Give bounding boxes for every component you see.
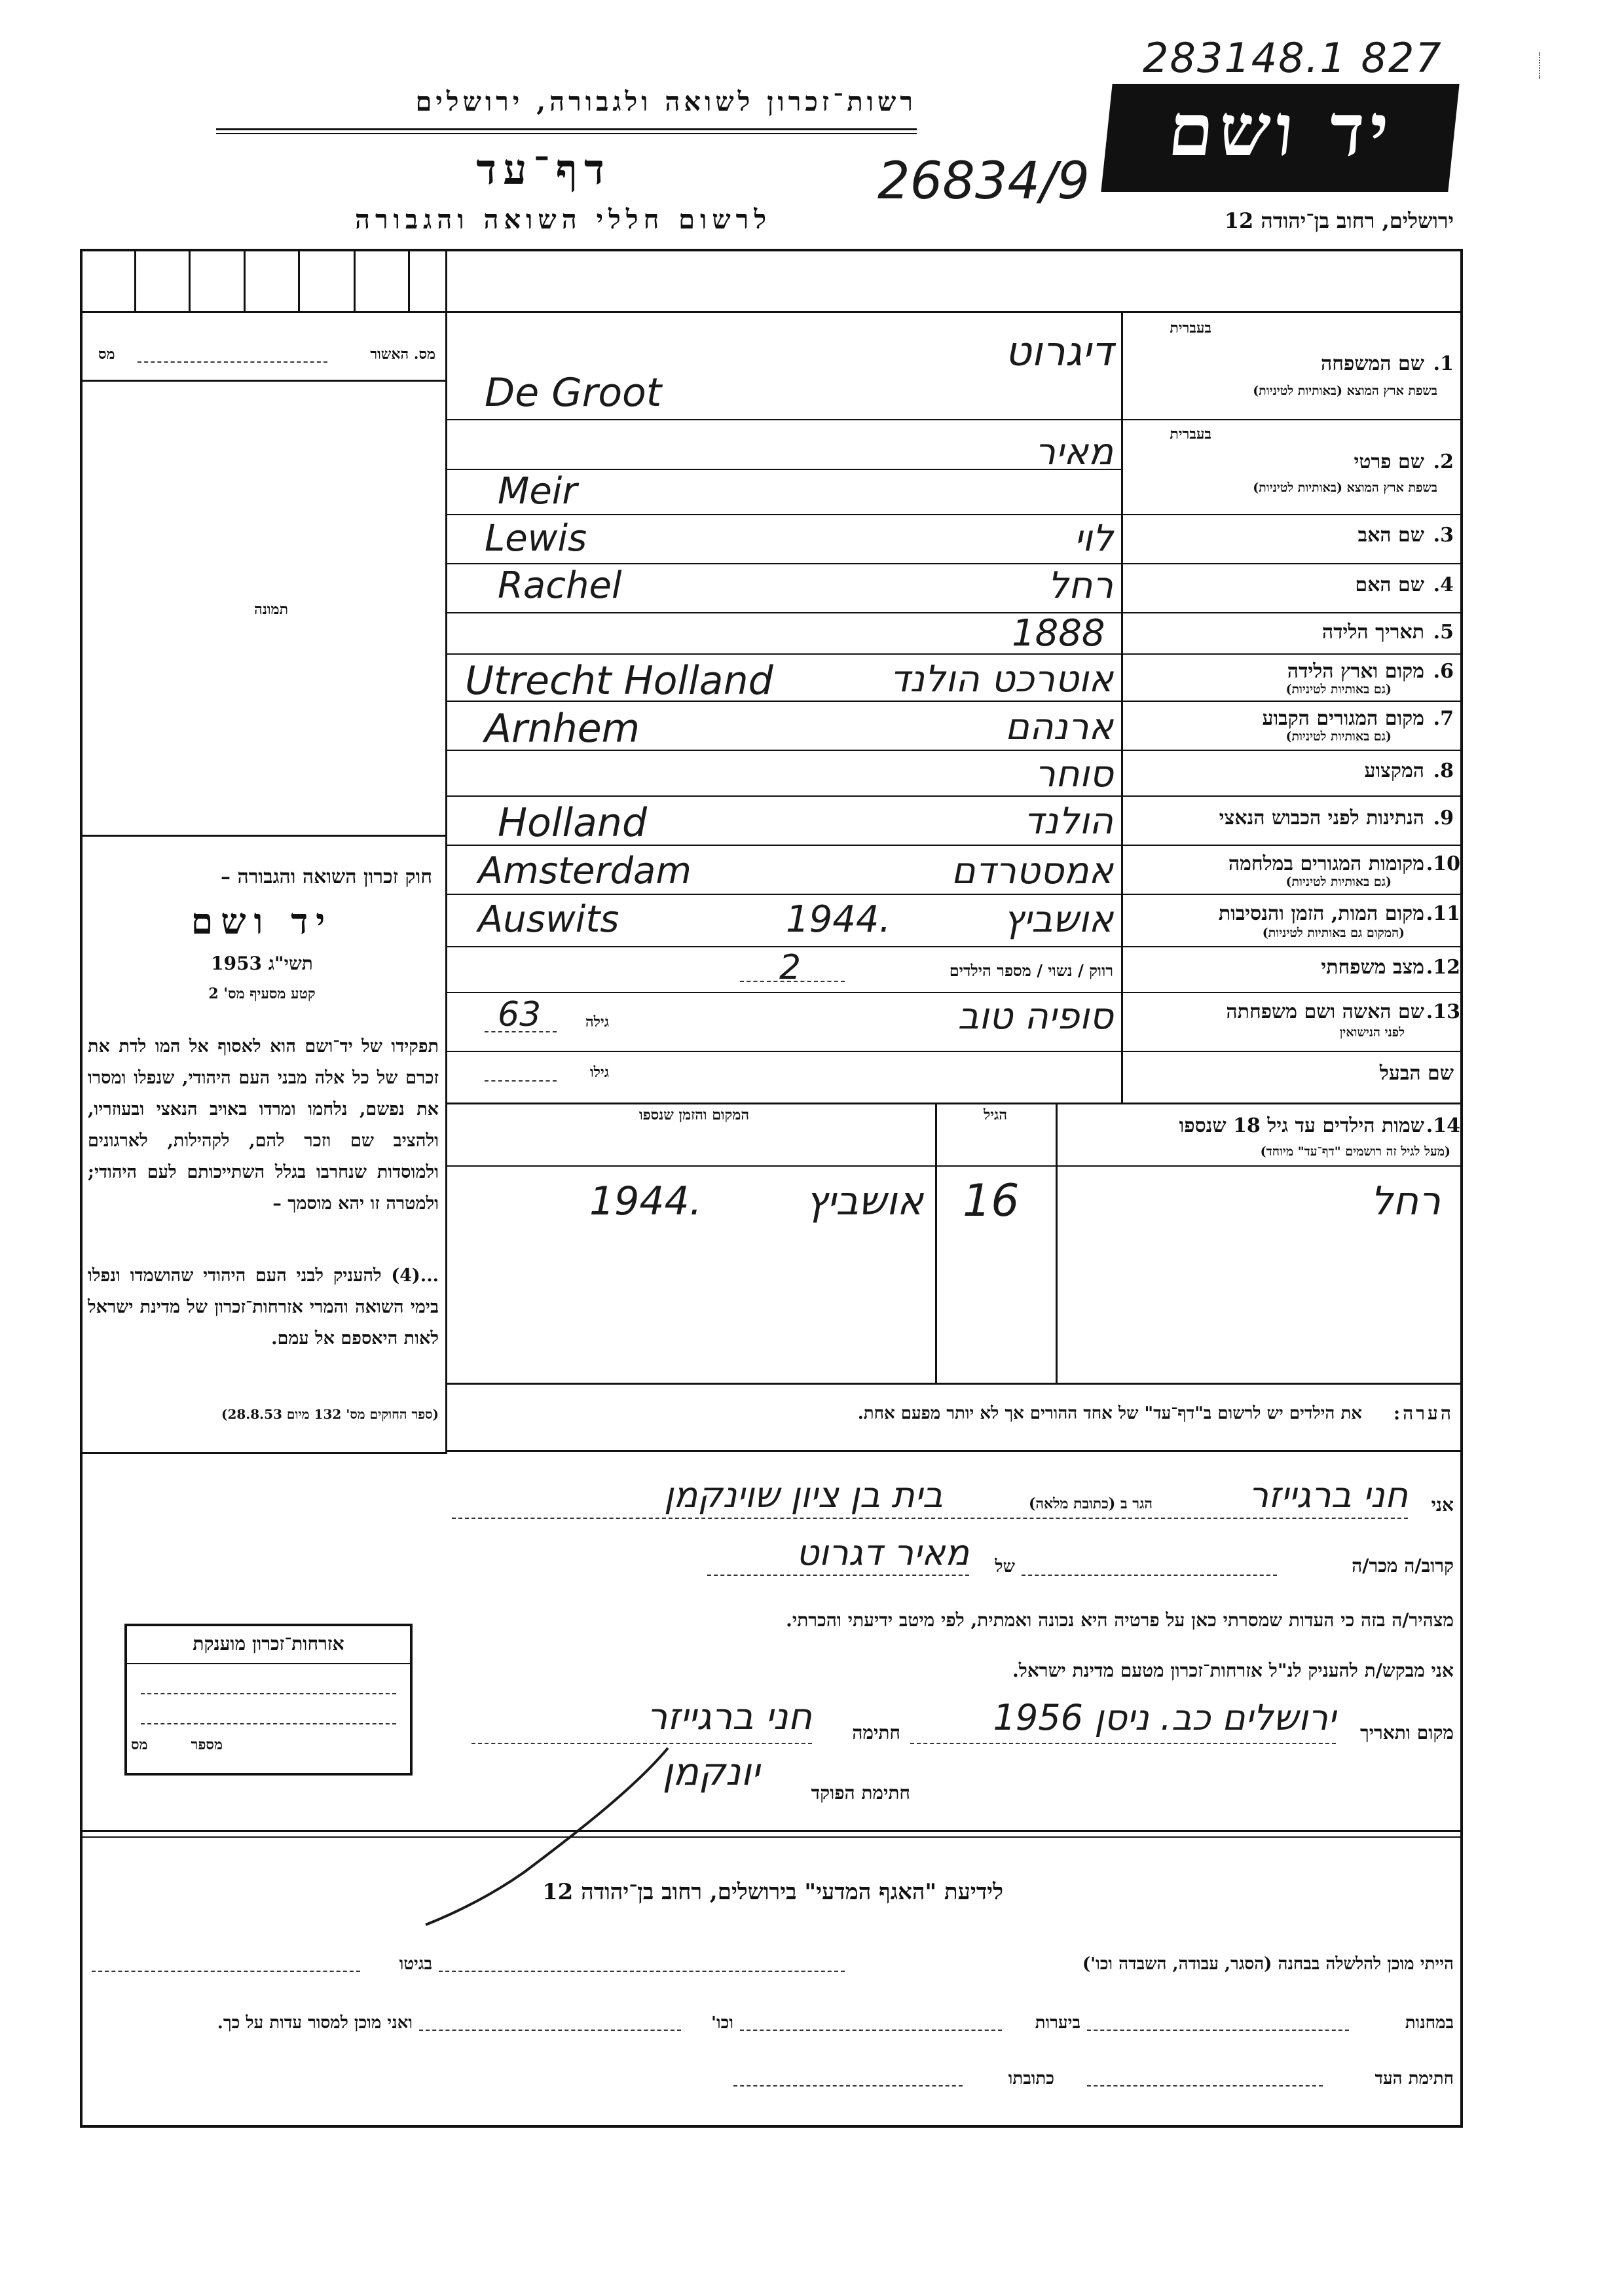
decl-name: חני ברגייזר — [1248, 1474, 1408, 1516]
f8-value: סוחר — [1035, 753, 1113, 795]
authority-underline — [216, 128, 917, 130]
f13-number: 13. — [1426, 1000, 1460, 1023]
decl-statement: מצהיר/ה בזה כי העדות שמסרתי כאן על פרטיה היא נכונה ואמתית, לפי מיטב ידיעתי והכרתי. — [786, 1609, 1454, 1631]
f7-number: 7. — [1433, 707, 1454, 730]
place-date-label: מקום ותאריך — [1359, 1722, 1454, 1743]
f1-latin-value: De Groot — [485, 370, 662, 416]
f3-latin-value: Lewis — [485, 517, 587, 560]
f8-number: 8. — [1433, 759, 1454, 782]
footer-l3-line-b — [733, 2085, 963, 2086]
form-subtitle: לרשום חללי השואה והגבורה — [354, 204, 772, 235]
authority-line: רשות־זכרון לשואה ולגבורה, ירושלים — [415, 86, 917, 117]
signature-value: חני ברגייזר — [646, 1696, 812, 1738]
place-date-value: ירושלים כב. ניסן 1956 — [993, 1697, 1336, 1738]
child-year: 1944. — [589, 1178, 702, 1224]
decl-request: אני מבקש/ת להעניק לנ"ל אזרחות־זכרון מטעם מדינת ישראל. — [1012, 1660, 1454, 1681]
f1-hebrew-label: בעברית — [1170, 319, 1211, 337]
corner-mark — [1539, 52, 1549, 79]
note-label: הערה: — [1393, 1402, 1454, 1424]
law-text: תפקידו של יד־ושם הוא לאסוף אל המו לדת את זכרם של כל אלה מבני העם היהודי, שנפלו ומסרו את נפשם, נלחמו ומרדו באויב הנאצי ובעוזריו, ולהציב שם וזכר להם, לקהילות, לארגונים ולמוסדות שנחרבו בגלל השתייכותם לעם היהודי; ולמטרה זו יהא מוסמך – — [88, 1036, 439, 1214]
f9-number: 9. — [1433, 807, 1454, 829]
decl-relation-line — [1022, 1575, 1277, 1576]
photo-label: תמונה — [254, 601, 288, 618]
clerk-label: חתימת הפוקד — [811, 1782, 910, 1804]
footer-l2-b: ביערות — [1035, 2013, 1080, 2033]
decl-of-label: של — [995, 1557, 1015, 1576]
footer-l2-c: וכו' — [711, 2013, 733, 2033]
f10-number: 10. — [1426, 852, 1460, 875]
decl-line-2 — [707, 1575, 969, 1576]
f2-sub: בשפת ארץ המוצא (באותיות לטיניות) — [1253, 481, 1437, 495]
children-col-1 — [935, 1102, 937, 1384]
f6-number: 6. — [1433, 660, 1454, 683]
yad-vashem-logo — [1101, 84, 1459, 192]
citizenship-title: אזרחות־זכרון מוענקת — [193, 1633, 344, 1654]
header-address: ירושלים, רחוב בן־יהודה 12 — [1224, 208, 1454, 233]
decl-address: בית בן ציון שוינקמן — [663, 1474, 943, 1516]
child-name: רחל — [1370, 1178, 1441, 1224]
f3-label: שם האב — [1357, 524, 1424, 547]
children-col-2 — [1056, 1102, 1058, 1384]
f9-hebrew-value: הולנד — [1024, 800, 1113, 843]
f11-latin-value: Auswits — [478, 898, 619, 941]
child-age: 16 — [963, 1175, 1020, 1227]
f11-year-value: 1944. — [786, 898, 891, 941]
husband-age-line — [485, 1080, 557, 1082]
sheet-number: 26834/9 — [877, 152, 1090, 211]
f1-sub: בשפת ארץ המוצא (באותיות לטיניות) — [1253, 384, 1437, 398]
decl-deceased-name: מאיר דגרוט — [796, 1532, 969, 1573]
footer-l3-line-a — [1087, 2085, 1323, 2086]
top-strip-bottom — [80, 311, 1463, 313]
footer-l2-d: ואני מוכן למסור עדות על כך. — [217, 2013, 413, 2033]
f12-number: 12. — [1426, 956, 1460, 979]
pass-label: מס. האשור — [370, 346, 435, 363]
f7-hebrew-value: ארנהם — [1005, 706, 1113, 748]
f5-value: 1888 — [1012, 612, 1105, 655]
f5-label: תאריך הלידה — [1321, 621, 1424, 644]
husband-age-label: גילו — [590, 1064, 609, 1081]
footer-top-line — [80, 1830, 1463, 1832]
f13-sub: לפני הנישואין — [1339, 1025, 1405, 1040]
f6-sub: (גם באותיות לטיניות) — [1285, 682, 1392, 697]
f7-latin-value: Arnhem — [485, 706, 640, 752]
law-text-2: ...(4) להעניק לבני העם היהודי שהושמדו ונפלו בימי השואה והמרי אזרחות־זכרון של מדינת ישראל לאות היאספם אל עמם. — [88, 1266, 439, 1349]
footer-l2-a: במחנות — [1405, 2013, 1454, 2033]
f2-label: שם פרטי — [1354, 450, 1424, 473]
authority-underline-2 — [216, 133, 917, 134]
f7-label: מקום המגורים הקבוע — [1262, 707, 1424, 730]
f4-hebrew-value: רחל — [1047, 564, 1113, 607]
footer-l2-line-c — [419, 2030, 681, 2031]
note-bottom — [447, 1450, 1462, 1452]
f13-age-label: גילה — [585, 1013, 609, 1030]
f12-label: מצב משפחתי — [1321, 956, 1424, 979]
f11-sub: (המקום גם באותיות לטיניות) — [1262, 926, 1405, 940]
footer-l1-line-b — [92, 1971, 360, 1972]
f6-latin-value: Utrecht Holland — [465, 658, 773, 704]
citizenship-title-line — [127, 1663, 410, 1664]
sidebar-bottom — [80, 1452, 447, 1454]
place-date-line — [910, 1743, 1336, 1744]
f10-sub: (גם באותיות לטיניות) — [1285, 875, 1392, 889]
f10-latin-value: Amsterdam — [478, 850, 692, 892]
f11-label: מקום המות, הזמן והנסיבות — [1218, 902, 1424, 925]
footer-l2-line-a — [1087, 2030, 1349, 2031]
citizenship-line-1 — [141, 1693, 396, 1694]
footer-top-line-2 — [80, 1836, 1463, 1838]
child-place: אושביץ — [805, 1178, 923, 1224]
f11-hebrew-value: אושביץ — [1003, 898, 1113, 941]
signature-label: חתימה — [852, 1722, 900, 1743]
f1-label: שם המשפחה — [1320, 352, 1424, 375]
f4-number: 4. — [1433, 574, 1454, 596]
children-bottom — [447, 1383, 1462, 1385]
f12-sub: רווק / נשוי / מספר הילדים — [949, 961, 1113, 980]
footer-l1-a: הייתי מוכן להלשלה בבחנה (הסגר, עבודה, השבדה וכו') — [1082, 1954, 1454, 1974]
f8-label: המקצוע — [1364, 759, 1424, 782]
clerk-signature: יונקמן — [662, 1749, 760, 1794]
f2-latin-value: Meir — [498, 470, 578, 513]
labels-divider — [1121, 313, 1123, 1102]
children-header-line — [447, 1165, 1462, 1167]
f13-value: סופיה טוב — [957, 995, 1113, 1038]
form-title: דף־עד — [476, 145, 611, 194]
f2-hebrew-label: בעברית — [1170, 426, 1211, 443]
decl-relation-label: קרוב/ה מכר/ה — [1352, 1555, 1454, 1576]
f10-label: מקומות המגורים במלחמה — [1228, 852, 1424, 875]
f3-number: 3. — [1433, 524, 1454, 547]
f11-number: 11. — [1426, 902, 1460, 925]
law-name: יד ושם — [191, 900, 333, 942]
f13-age-line — [485, 1031, 557, 1032]
f4-label: שם האם — [1355, 574, 1424, 596]
citizenship-line-2 — [141, 1723, 396, 1724]
decl-line-1 — [452, 1518, 1408, 1519]
law-year: תשי"ג 1953 — [211, 953, 313, 974]
sidebar-divider — [445, 249, 447, 1453]
children-label: שמות הילדים עד גיל 18 שנספו — [1179, 1114, 1424, 1137]
f2-hebrew-value: מאיר — [1035, 431, 1113, 473]
f1-number: 1. — [1433, 352, 1454, 375]
f1-hebrew-value: דיגרוט — [1005, 327, 1113, 375]
law-clause: קטע מסעיף מס' 2 — [208, 985, 316, 1002]
decl-prefix: אני — [1431, 1494, 1454, 1516]
f12-children-line — [740, 981, 845, 982]
f13-age-value: 63 — [498, 995, 542, 1034]
decl-address-label: הגר ב (כתובת מלאה) — [1028, 1495, 1153, 1512]
law-title: חוק זכרון השואה והגבורה – — [221, 866, 432, 888]
pass-line — [138, 361, 327, 363]
law-source: (ספר החוקים מס' 132 מיום 28.8.53) — [221, 1406, 439, 1422]
f3-hebrew-value: לוי — [1074, 517, 1113, 560]
f10-hebrew-value: אמסטרדם — [951, 850, 1113, 892]
footer-l3-b: כתובתו — [1008, 2069, 1054, 2088]
footer-l3-a: חתימת העד — [1375, 2069, 1454, 2088]
logo-text: יד ושם — [1164, 88, 1398, 172]
f2-number: 2. — [1433, 450, 1454, 473]
footer-l2-line-b — [740, 2030, 1002, 2031]
stamp-number: 283148.1 827 — [1143, 34, 1443, 82]
footer-l1-b: בגיטו — [399, 1954, 432, 1974]
note-text: את הילדים יש לרשום ב"דף־עד" של אחד ההורים אך לא יותר מפעם אחת. — [857, 1404, 1362, 1423]
pass-suffix: מס — [98, 346, 115, 363]
f4-latin-value: Rachel — [498, 564, 622, 607]
f13-label: שם האשה ושם משפחתה — [1226, 1000, 1424, 1023]
citizenship-number-label: מספר — [191, 1736, 223, 1753]
husband-label: שם הבעל — [1379, 1062, 1454, 1085]
citizenship-number-suffix: מס — [131, 1736, 148, 1753]
f5-number: 5. — [1433, 621, 1454, 644]
children-col-age: הגיל — [984, 1106, 1007, 1123]
f7-sub: (גם באותיות לטיניות) — [1285, 729, 1392, 744]
f9-label: הנתינות לפני הכבוש הנאצי — [1219, 807, 1424, 829]
footer-l1-line-a — [439, 1971, 845, 1972]
f12-children-value: 2 — [779, 948, 802, 987]
f6-hebrew-value: אוטרכט הולנד — [889, 658, 1113, 701]
children-number: 14. — [1426, 1114, 1460, 1137]
footer-title: לידיעת "האגף המדעי" בירושלים, רחוב בן־יהודה 12 — [542, 1879, 1003, 1905]
f6-label: מקום וארץ הלידה — [1287, 660, 1424, 683]
children-col-place: המקום והזמן שנספו — [638, 1106, 750, 1123]
children-sub: (מעל לגיל זה רושמים "דף־עד" מיוחד) — [1260, 1144, 1450, 1159]
f9-latin-value: Holland — [498, 800, 648, 846]
